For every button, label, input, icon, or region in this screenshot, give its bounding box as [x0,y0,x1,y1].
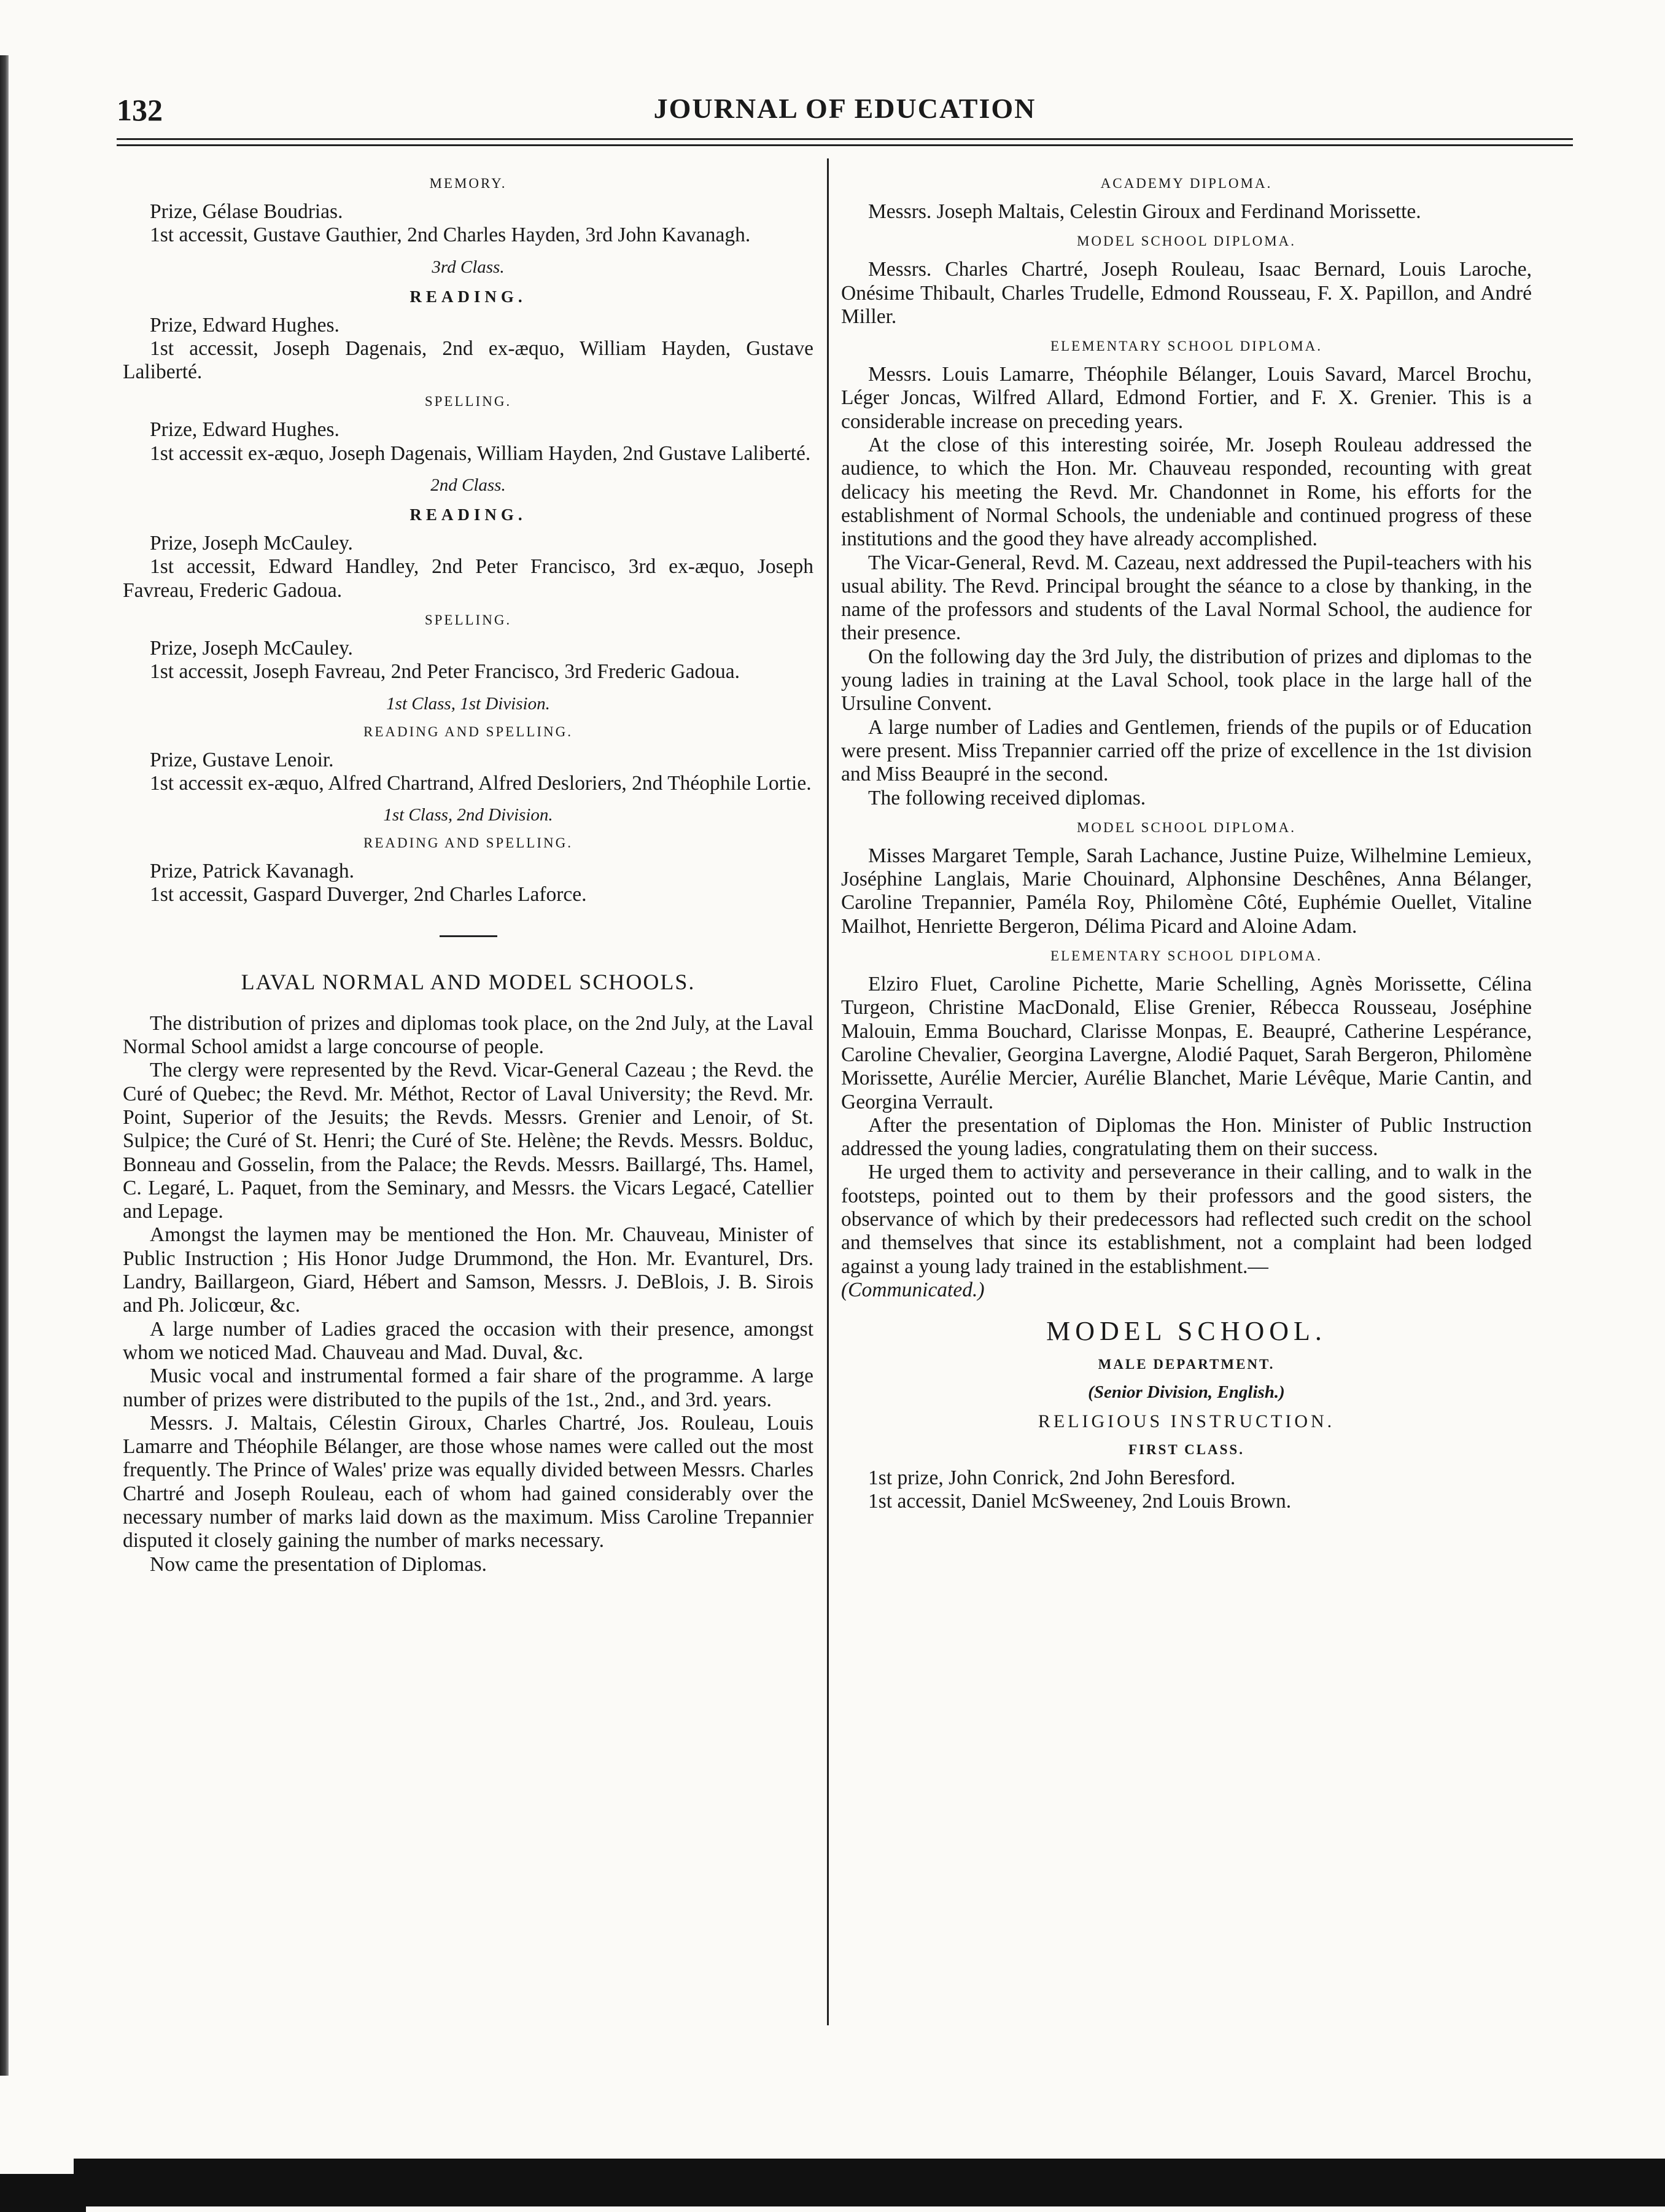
paragraph: Prize, Joseph McCauley. [150,532,353,555]
division-label: (Senior Division, English.) [1088,1382,1285,1403]
section-heading: SPELLING. [424,394,512,410]
right-column [841,166,1532,1514]
paragraph: A large number of Ladies and Gentlemen, friends of the pupils or of Education were present. Miss Trepannier carried off the prize of excellence in the 1st division and Miss Beaupré in the second. [841,715,1532,786]
paragraph: The following received diplomas. [868,786,1146,809]
paragraph: Messrs. J. Maltais, Célestin Giroux, Charles Chartré, Jos. Rouleau, Louis Lamarre and Théophile Bélanger, are those whose names were called out the most frequently. The Prince of Wales' prize was equally divided between Messrs. Charles Chartré and Joseph Rouleau, each of whom had gained considerably over the necessary number of marks laid down as the maximum. Miss Caroline Trepannier disputed it closely gaining the number of marks necessary. [123,1411,813,1552]
paragraph: 1st accessit ex-æquo, Alfred Chartrand, Alfred Desloriers, 2nd Théophile Lortie. [150,771,812,795]
section-heading: MEMORY. [429,176,507,191]
paragraph: He urged them to activity and perseverance in their calling, and to walk in the footsteps, pointed out to them by their professors and the good sisters, the observance of which by their predecessors had reflected such credit on the school and themselves that since its establishment, not a complaint had been lodged against a young lady trained in the establishment.— [841,1161,1532,1278]
paragraph: 1st accessit, Gaspard Duverger, 2nd Charles Laforce. [150,883,587,906]
left-column [123,166,813,1576]
section-heading: READING. [409,505,527,524]
paragraph: The Vicar-General, Revd. M. Cazeau, next addressed the Pupil-teachers with his usual ability. The Revd. Principal brought the séance to a close by thanking, in the name of the professors and students of the Laval Normal School, the audience for their presence. [841,551,1532,645]
paragraph: 1st prize, John Conrick, 2nd John Beresford. [868,1466,1236,1490]
section-heading: READING. [409,287,527,306]
paragraph: Music vocal and instrumental formed a fair share of the programme. A large number of prizes were distributed to the pupils of the 1st., 2nd., and 3rd. years. [123,1365,813,1411]
column-divider [827,158,829,2025]
class-label: 2nd Class. [430,475,506,496]
paragraph: A large number of Ladies graced the occasion with their presence, amongst whom we noticed Mad. Chauveau and Mad. Duval, &c. [123,1317,813,1364]
book-binding-edge [0,55,9,2076]
scan-bottom-edge-left [0,2174,86,2212]
class-label: FIRST CLASS. [1128,1442,1244,1458]
scan-bottom-edge [74,2159,1665,2206]
paragraph: Amongst the laymen may be mentioned the Hon. Mr. Chauveau, Minister of Public Instruction ; His Honor Judge Drummond, the Hon. Mr. Evanturel, Drs. Landry, Baillargeon, Giard, Hébert and Samson, Messrs. J. DeBlois, J. B. Sirois and Ph. Jolicœur, &c. [123,1223,813,1317]
section-heading: MODEL SCHOOL DIPLOMA. [1076,233,1297,249]
page-header [117,92,1573,135]
paragraph: Prize, Gélase Boudrias. [150,200,343,223]
section-heading: RELIGIOUS INSTRUCTION. [1038,1411,1335,1432]
header-rule-second [117,144,1573,146]
paragraph: Messrs. Louis Lamarre, Théophile Bélanger, Louis Savard, Marcel Brochu, Léger Joncas, Wilfred Allard, Edmond Fortier, and F. X. Grenier. This is a considerable increase on preceding years. [841,363,1532,433]
section-heading: ELEMENTARY SCHOOL DIPLOMA. [1050,338,1323,354]
section-heading: READING AND SPELLING. [363,835,573,851]
section-heading: MALE DEPARTMENT. [1098,1357,1275,1373]
header-rule [117,138,1573,140]
section-heading: READING AND SPELLING. [363,723,573,739]
paragraph: 1st accessit, Edward Handley, 2nd Peter Francisco, 3rd ex-æquo, Joseph Favreau, Frederic Gadoua. [123,555,813,602]
paragraph: The clergy were represented by the Revd. Vicar-General Cazeau ; the Revd. the Curé of Quebec; the Revd. Mr. Méthot, Rector of Laval University; the Revd. Mr. Point, Superior of the Jesuits; the Revds. Messrs. Grenier and Lenoir, of St. Sulpice; the Curé of St. Henri; the Curé of Ste. Helène; the Revds. Messrs. Bolduc, Bonneau and Gosselin, from the Palace; the Revds. Messrs. Baillargé, Ths. Hamel, C. Legaré, L. Paquet, from the Seminary, and Messrs. the Vicars Legacé, Catellier and Lepage. [123,1059,813,1223]
section-heading: MODEL SCHOOL DIPLOMA. [1076,819,1297,835]
attribution: (Communicated.) [841,1278,985,1301]
class-label: 1st Class, 1st Division. [386,693,550,714]
section-divider [440,935,497,937]
paragraph: After the presentation of Diplomas the Hon. Minister of Public Instruction addressed the young ladies, congratulating them on their success. [841,1113,1532,1161]
paragraph: Messrs. Joseph Maltais, Celestin Giroux and Ferdinand Morissette. [868,200,1421,223]
paragraph: Prize, Edward Hughes. [150,313,340,337]
paragraph: Messrs. Charles Chartré, Joseph Rouleau, Isaac Bernard, Louis Laroche, Onésime Thibault, Charles Trudelle, Edmond Rousseau, F. X. Papillon, and André Miller. [841,258,1532,328]
paragraph: 1st accessit, Gustave Gauthier, 2nd Charles Hayden, 3rd John Kavanagh. [150,224,751,247]
paragraph: 1st accessit ex-æquo, Joseph Dagenais, William Hayden, 2nd Gustave Laliberté. [150,442,811,465]
class-label: 1st Class, 2nd Division. [383,805,553,825]
paragraph: 1st accessit, Daniel McSweeney, 2nd Louis Brown. [868,1490,1292,1513]
paragraph: Elziro Fluet, Caroline Pichette, Marie Schelling, Agnès Morissette, Célina Turgeon, Christine MacDonald, Elise Grenier, Rébecca Rousseau, Joséphine Malouin, Emma Bouchard, Clarisse Monpas, E. Beaupré, Catherine Lespérance, Caroline Chevalier, Georgina Lavergne, Alodié Paquet, Sarah Bergeron, Philomène Morissette, Aurélie Mercier, Aurélie Blanchet, Marie Lévêque, Marie Cantin, and Georgina Verrault. [841,973,1532,1113]
running-title: JOURNAL OF EDUCATION [653,93,1036,124]
section-title: MODEL SCHOOL. [1046,1316,1327,1347]
article-title: LAVAL NORMAL AND MODEL SCHOOLS. [241,969,696,994]
section-heading: ELEMENTARY SCHOOL DIPLOMA. [1050,948,1323,964]
section-heading: ACADEMY DIPLOMA. [1100,176,1273,191]
paragraph: 1st accessit, Joseph Dagenais, 2nd ex-æquo, William Hayden, Gustave Laliberté. [123,337,813,384]
paragraph: Misses Margaret Temple, Sarah Lachance, Justine Puize, Wilhelmine Lemieux, Joséphine Langlais, Marie Chouinard, Alphonsine Deschênes, Anna Bélanger, Caroline Trepannier, Paméla Roy, Philomène Côté, Euphémie Ouellet, Vitaline Mailhot, Henriette Bergeron, Délima Picard and Aloine Adam. [841,844,1532,938]
paragraph: 1st accessit, Joseph Favreau, 2nd Peter Francisco, 3rd Frederic Gadoua. [150,660,740,683]
class-label: 3rd Class. [432,257,505,277]
paragraph: Prize, Edward Hughes. [150,418,340,442]
paragraph: Prize, Patrick Kavanagh. [150,860,355,883]
paragraph: Now came the presentation of Diplomas. [150,1552,487,1576]
paragraph: Prize, Gustave Lenoir. [150,748,334,771]
paragraph: The distribution of prizes and diplomas took place, on the 2nd July, at the Laval Normal School amidst a large concourse of people. [123,1011,813,1059]
paragraph: On the following day the 3rd July, the distribution of prizes and diplomas to the young ladies in training at the Laval School, took place in the large hall of the Ursuline Convent. [841,645,1532,715]
paragraph: At the close of this interesting soirée, Mr. Joseph Rouleau addressed the audience, to which the Hon. Mr. Chauveau responded, recounting with great delicacy his meeting the Revd. Mr. Chandonnet in Rome, his efforts for the establishment of Normal Schools, the undeniable and continued progress of these institutions and the good they have already accomplished. [841,434,1532,551]
section-heading: SPELLING. [424,612,512,628]
paragraph: Prize, Joseph McCauley. [150,636,353,660]
page-number: 132 [117,93,163,127]
